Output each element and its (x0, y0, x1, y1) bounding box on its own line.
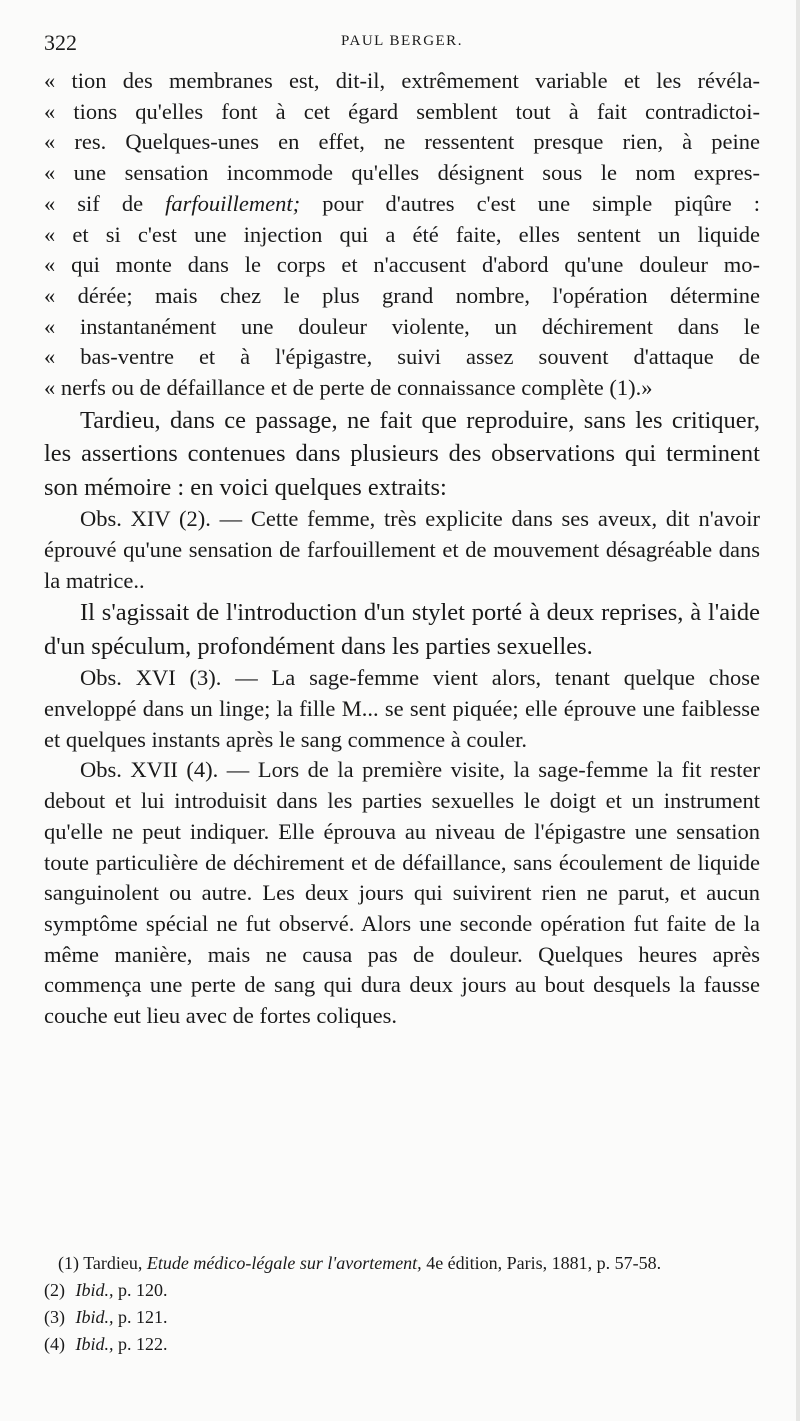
footnote-1 (44, 1250, 760, 1277)
page-number: 322 (44, 30, 77, 55)
page-header (44, 30, 760, 60)
quote-line: « et si c'est une injection qui a été faite, elles sentent un liquide (44, 221, 760, 247)
italic-term: farfouillement; (165, 190, 301, 216)
footnotes (44, 1250, 760, 1358)
running-head: PAUL BERGER. (341, 33, 463, 49)
footnote-ibid: Ibid., (75, 1334, 114, 1354)
footnote-4 (44, 1331, 760, 1358)
quote-line: « tions qu'elles font à cet égard semblent tout à fait contradictoi- (44, 98, 760, 124)
footnote-page: p. 122. (118, 1334, 168, 1354)
footnote-marker: (3) (44, 1307, 65, 1327)
quote-line: « nerfs ou de défaillance et de perte de connaissance complète (1).» (44, 375, 653, 401)
footnote-author: Tardieu, (83, 1253, 143, 1273)
footnote-ibid: Ibid., (75, 1280, 114, 1300)
observation-14: Obs. XIV (2). — Cette femme, très explicite dans ses aveux, dit n'avoir éprouvé qu'une sensation de farfouillement et de mouvement désagréable dans la matrice.. (44, 506, 760, 593)
body-text (44, 66, 760, 1032)
footnote-page: p. 120. (118, 1280, 168, 1300)
observation-16: Obs. XVI (3). — La sage-femme vient alors, tenant quelque chose enveloppé dans un linge; la fille M... se sent piquée; elle éprouve une faiblesse et quelques instants après le sang commence à couler. (44, 665, 760, 752)
quote-line: « dérée; mais chez le plus grand nombre, l'opération détermine (44, 282, 760, 308)
footnote-title: Etude médico-légale sur l'avortement, (146, 1253, 422, 1273)
footnote-page: p. 121. (118, 1307, 168, 1327)
footnote-marker: (2) (44, 1280, 65, 1300)
quote-line: « qui monte dans le corps et n'accusent d'abord qu'une douleur mo- (44, 252, 760, 278)
paragraph-tardieu: Tardieu, dans ce passage, ne fait que reproduire, sans les critiquer, les assertions contenues dans plusieurs des observations qui terminent son mémoire : en voici quelques extraits: (44, 406, 760, 501)
observation-17: Obs. XVII (4). — Lors de la première visite, la sage-femme la fit rester debout et lui introduisit dans les parties sexuelles le doigt et un instrument qu'elle ne peut indiquer. Elle éprouva au niveau de l'épigastre une sensation toute particulière de déchirement et de défaillance, sans écoulement de liquide sanguinolent ou autre. Les deux jours qui suivirent rien ne parut, et aucun symptôme spécial ne fut observé. Alors une seconde opération fut faite de la même manière, mais ne causa pas de douleur. Quelques heures après commença une perte de sang qui dura deux jours au bout desquels la fausse couche eut lieu avec de fortes coliques. (44, 757, 760, 1029)
quote-line: « res. Quelques-unes en effet, ne ressentent presque rien, à peine (44, 129, 760, 155)
quote-line: « une sensation incommode qu'elles désignent sous le nom expres- (44, 160, 760, 186)
page-edge-shadow (796, 0, 800, 1421)
footnote-ibid: Ibid., (75, 1307, 114, 1327)
footnote-marker: (4) (44, 1334, 65, 1354)
quote-line-with-italic (44, 189, 760, 220)
quote-line-rest: pour d'autres c'est une simple piqûre : (322, 190, 761, 216)
quotation-block (44, 66, 760, 404)
footnote-2 (44, 1277, 760, 1304)
quote-line-prefix: « sif de (44, 190, 144, 216)
paragraph-stylet: Il s'agissait de l'introduction d'un stylet porté à deux reprises, à l'aide d'un spéculum, profondément dans les parties sexuelles. (44, 599, 760, 660)
quote-line: « bas-ventre et à l'épigastre, suivi assez souvent d'attaque de (44, 344, 760, 370)
quote-line: « instantanément une douleur violente, un déchirement dans le (44, 313, 760, 339)
footnote-3 (44, 1304, 760, 1331)
footnote-detail: 4e édition, Paris, 1881, p. 57-58. (426, 1253, 662, 1273)
quote-line: « tion des membranes est, dit-il, extrêmement variable et les révéla- (44, 68, 760, 93)
footnote-marker: (1) (58, 1253, 79, 1273)
